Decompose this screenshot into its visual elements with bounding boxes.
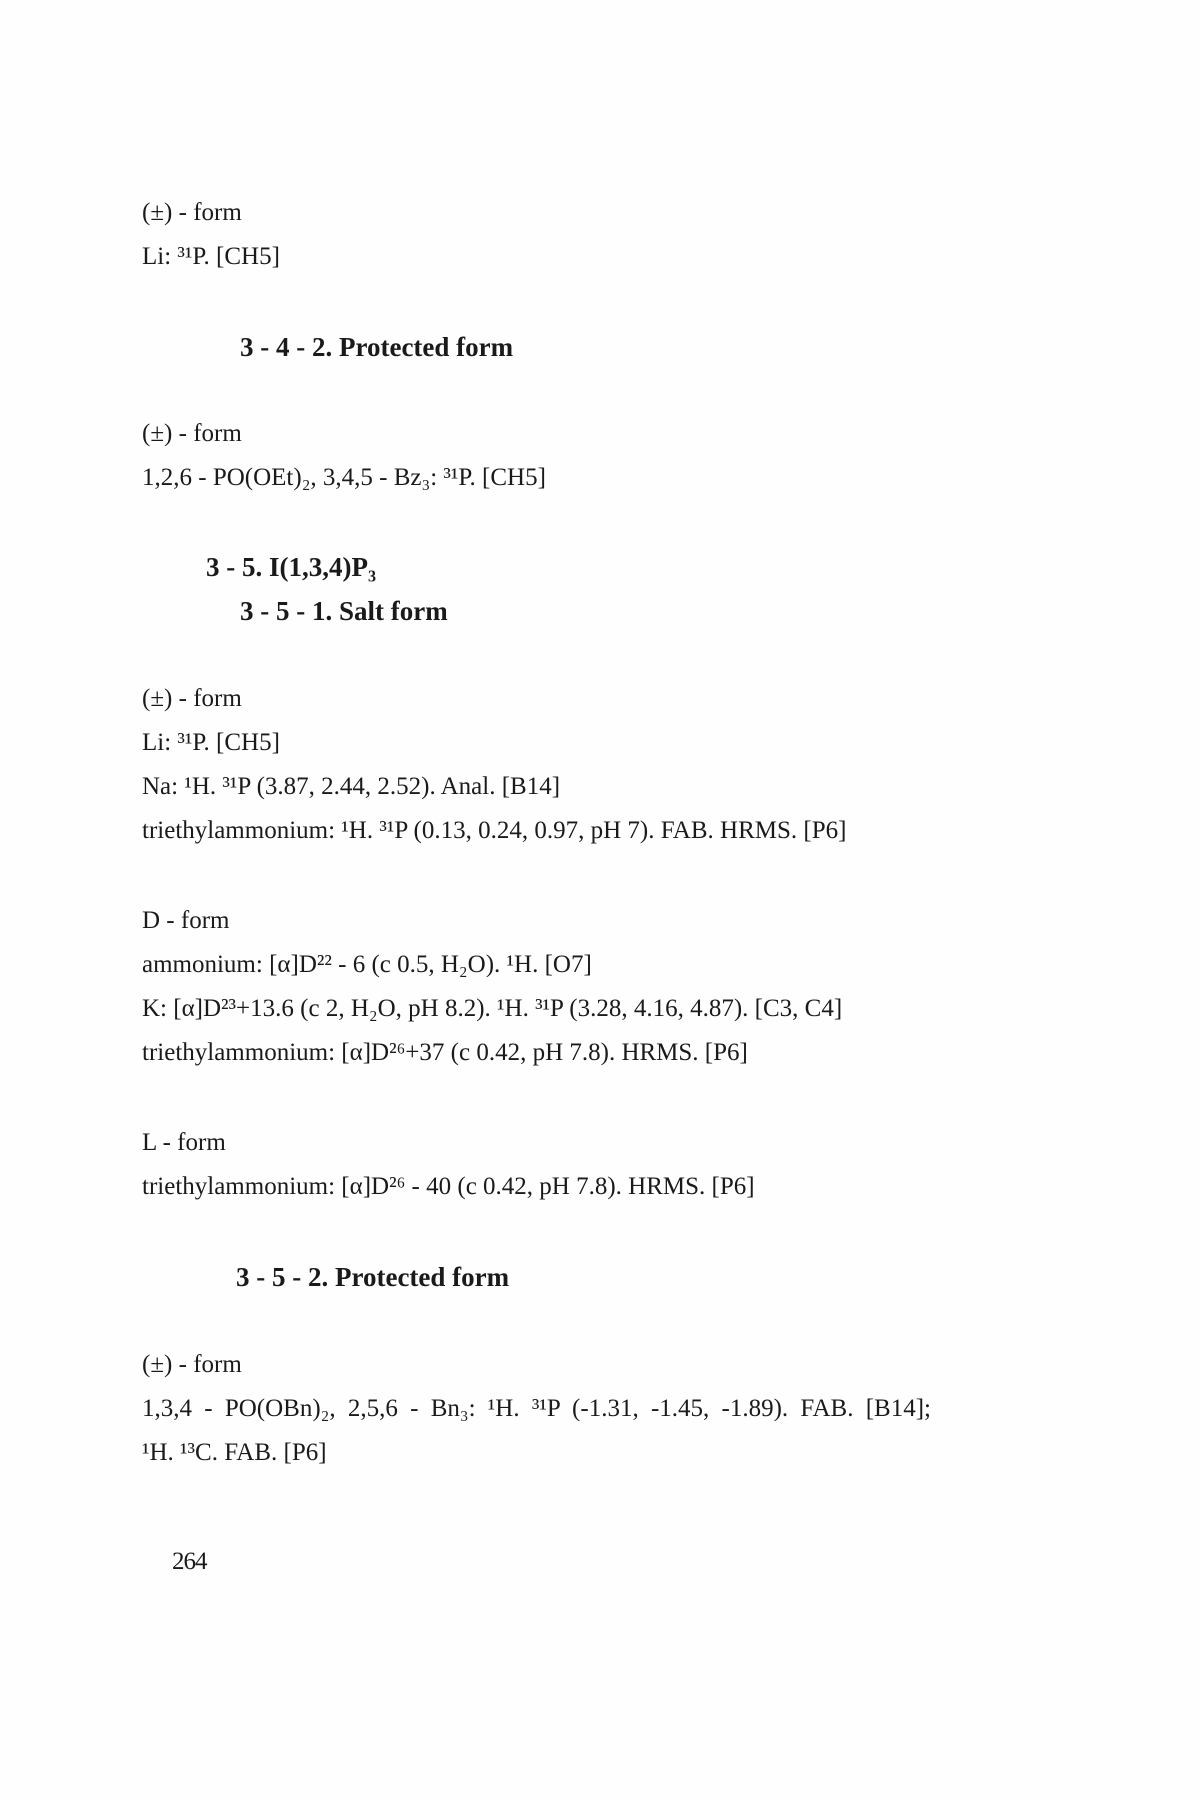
section-heading-3-5-1: 3 - 5 - 1. Salt form: [240, 596, 448, 626]
entry-protected-obn-cont: ¹H. ¹³C. FAB. [P6]: [142, 1439, 327, 1466]
entry-li-31p-2: Li: ³¹P. [CH5]: [142, 729, 280, 756]
form-label-racemic-4: (±) - form: [142, 1351, 242, 1378]
entry-na: Na: ¹H. ³¹P (3.87, 2.44, 2.52). Anal. [B14]: [142, 773, 561, 800]
entry-protected-oet: 1,2,6 - PO(OEt)₂, 3,4,5 - Bz₃: ³¹P. [CH5]: [142, 464, 546, 491]
entry-li-31p-1: Li: ³¹P. [CH5]: [142, 243, 280, 270]
form-label-d: D - form: [142, 907, 230, 934]
section-heading-3-4-2: 3 - 4 - 2. Protected form: [240, 332, 514, 362]
section-heading-3-5-2: 3 - 5 - 2. Protected form: [236, 1262, 510, 1292]
form-label-racemic-1: (±) - form: [142, 199, 242, 226]
page-number: 264: [172, 1548, 207, 1575]
section-heading-3-5: 3 - 5. I(1,3,4)P₃: [206, 552, 377, 582]
form-label-l: L - form: [142, 1129, 226, 1156]
entry-k: K: [α]D²³+13.6 (c 2, H₂O, pH 8.2). ¹H. ³¹P (3.28, 4.16, 4.87). [C3, C4]: [142, 995, 843, 1022]
form-label-racemic-3: (±) - form: [142, 685, 242, 712]
entry-triethylammonium-3: triethylammonium: [α]D²⁶ - 40 (c 0.42, pH 7.8). HRMS. [P6]: [142, 1173, 755, 1200]
entry-triethylammonium-1: triethylammonium: ¹H. ³¹P (0.13, 0.24, 0.97, pH 7). FAB. HRMS. [P6]: [142, 817, 847, 844]
entry-ammonium: ammonium: [α]D²² - 6 (c 0.5, H₂O). ¹H. [O7]: [142, 951, 592, 978]
entry-triethylammonium-2: triethylammonium: [α]D²⁶+37 (c 0.42, pH 7.8). HRMS. [P6]: [142, 1039, 748, 1066]
form-label-racemic-2: (±) - form: [142, 420, 242, 447]
entry-protected-obn: 1,3,4 - PO(OBn)₂, 2,5,6 - Bn₃: ¹H. ³¹P (-1.31, -1.45, -1.89). FAB. [B14];: [142, 1395, 931, 1422]
